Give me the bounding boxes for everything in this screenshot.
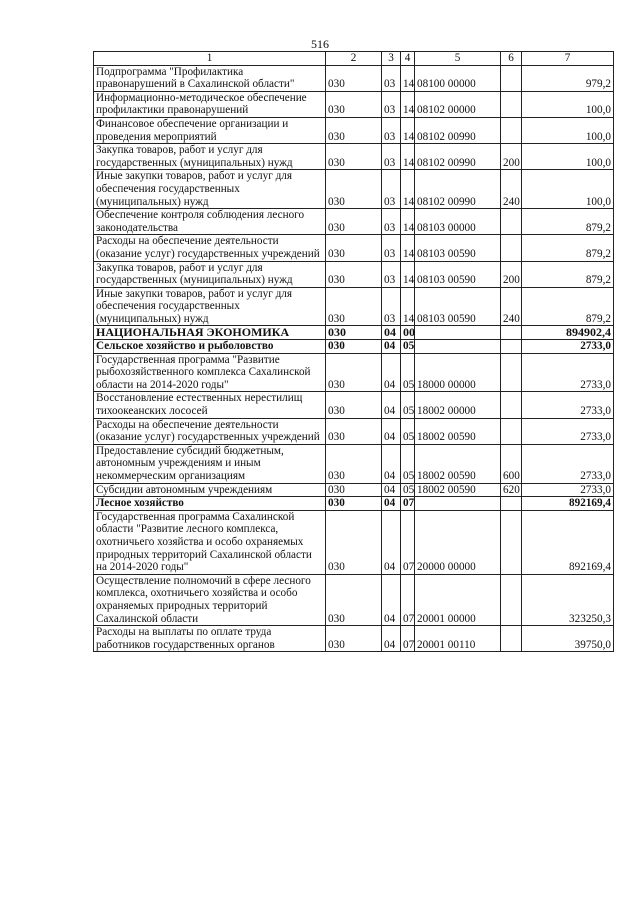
cell-col3: 03: [382, 235, 401, 261]
table-row: [94, 626, 614, 652]
cell-col6: 240: [501, 170, 522, 209]
cell-col7: 100,0: [522, 117, 614, 143]
cell-col3: 04: [382, 626, 401, 652]
cell-col6: 200: [501, 144, 522, 170]
cell-col7: 100,0: [522, 91, 614, 117]
cell-col4: 05: [401, 353, 415, 392]
cell-col3: 04: [382, 353, 401, 392]
cell-col3: 04: [382, 510, 401, 574]
cell-col3: 04: [382, 444, 401, 483]
cell-name: Сельское хозяйство и рыболовство: [94, 340, 326, 354]
cell-col3: 03: [382, 287, 401, 326]
cell-col2: 030: [326, 235, 382, 261]
cell-col5: 08103 00590: [415, 287, 501, 326]
table-row: [94, 574, 614, 625]
cell-col3: 04: [382, 574, 401, 625]
cell-col3: 03: [382, 261, 401, 287]
cell-col4: 14: [401, 261, 415, 287]
page-number: 516: [311, 37, 329, 51]
cell-col2: 030: [326, 117, 382, 143]
cell-col5: 20001 00000: [415, 574, 501, 625]
cell-col3: 03: [382, 170, 401, 209]
cell-col7: 39750,0: [522, 626, 614, 652]
cell-col6: [501, 117, 522, 143]
cell-col4: 05: [401, 340, 415, 354]
table-row: [94, 170, 614, 209]
table-row: [94, 235, 614, 261]
cell-col6: [501, 235, 522, 261]
cell-name: Восстановление естественных нерестилищ тихоокеанских лососей: [94, 392, 326, 418]
cell-col5: 18002 00590: [415, 444, 501, 483]
column-header-7: 7: [522, 52, 614, 66]
cell-name: Предоставление субсидий бюджетным, автономным учреждениям и иным некоммерческим организациям: [94, 444, 326, 483]
cell-col3: 04: [382, 483, 401, 497]
cell-name: Расходы на обеспечение деятельности (оказание услуг) государственных учреждений: [94, 418, 326, 444]
cell-col2: 030: [326, 444, 382, 483]
cell-name: Обеспечение контроля соблюдения лесного законодательства: [94, 209, 326, 235]
table-row: [94, 287, 614, 326]
table-header-row: [94, 52, 614, 66]
cell-col2: 030: [326, 574, 382, 625]
cell-col5: 20001 00110: [415, 626, 501, 652]
cell-col4: 07: [401, 497, 415, 511]
cell-col5: [415, 497, 501, 511]
cell-col3: 03: [382, 91, 401, 117]
cell-col6: [501, 91, 522, 117]
cell-col4: 14: [401, 144, 415, 170]
table-row: [94, 117, 614, 143]
column-header-6: 6: [501, 52, 522, 66]
cell-col7: 100,0: [522, 144, 614, 170]
cell-col7: 100,0: [522, 170, 614, 209]
cell-col6: [501, 209, 522, 235]
cell-col6: [501, 497, 522, 511]
column-header-5: 5: [415, 52, 501, 66]
cell-col5: 18002 00590: [415, 418, 501, 444]
table-row: [94, 326, 614, 340]
cell-col5: 08103 00590: [415, 261, 501, 287]
cell-col4: 14: [401, 65, 415, 91]
cell-col6: [501, 326, 522, 340]
cell-col2: 030: [326, 510, 382, 574]
column-header-1: 1: [94, 52, 326, 66]
cell-col7: 2733,0: [522, 392, 614, 418]
budget-table: [93, 51, 614, 652]
table-row: [94, 483, 614, 497]
column-header-2: 2: [326, 52, 382, 66]
cell-col6: [501, 340, 522, 354]
table-row: [94, 65, 614, 91]
cell-col7: 2733,0: [522, 340, 614, 354]
cell-col2: 030: [326, 626, 382, 652]
cell-col7: 2733,0: [522, 483, 614, 497]
cell-name: Субсидии автономным учреждениям: [94, 483, 326, 497]
cell-name: Расходы на обеспечение деятельности (оказание услуг) государственных учреждений: [94, 235, 326, 261]
cell-col5: 18000 00000: [415, 353, 501, 392]
cell-col7: 879,2: [522, 261, 614, 287]
cell-col2: 030: [326, 287, 382, 326]
cell-col3: 04: [382, 340, 401, 354]
cell-name: Информационно-методическое обеспечение профилактики правонарушений: [94, 91, 326, 117]
cell-col4: 14: [401, 117, 415, 143]
cell-name: Закупка товаров, работ и услуг для государственных (муниципальных) нужд: [94, 261, 326, 287]
cell-col4: 14: [401, 235, 415, 261]
table-row: [94, 353, 614, 392]
column-header-4: 4: [401, 52, 415, 66]
cell-col7: 879,2: [522, 209, 614, 235]
cell-name: Государственная программа "Развитие рыбохозяйственного комплекса Сахалинской области на 2014-2020 годы": [94, 353, 326, 392]
cell-col2: 030: [326, 392, 382, 418]
cell-col5: 18002 00590: [415, 483, 501, 497]
cell-col5: 20000 00000: [415, 510, 501, 574]
cell-col6: [501, 574, 522, 625]
cell-col2: 030: [326, 144, 382, 170]
cell-col6: 240: [501, 287, 522, 326]
table-row: [94, 340, 614, 354]
cell-name: Расходы на выплаты по оплате труда работников государственных органов: [94, 626, 326, 652]
cell-col4: 05: [401, 483, 415, 497]
cell-name: Финансовое обеспечение организации и проведения мероприятий: [94, 117, 326, 143]
cell-col4: 07: [401, 510, 415, 574]
cell-col4: 05: [401, 392, 415, 418]
cell-name: Подпрограмма "Профилактика правонарушений в Сахалинской области": [94, 65, 326, 91]
cell-name: Лесное хозяйство: [94, 497, 326, 511]
table-row: [94, 209, 614, 235]
cell-col2: 030: [326, 483, 382, 497]
cell-name: Закупка товаров, работ и услуг для государственных (муниципальных) нужд: [94, 144, 326, 170]
cell-col2: 030: [326, 91, 382, 117]
cell-col3: 03: [382, 65, 401, 91]
cell-col6: [501, 65, 522, 91]
cell-col4: 14: [401, 209, 415, 235]
cell-col4: 14: [401, 91, 415, 117]
table-row: [94, 418, 614, 444]
table-body: [94, 65, 614, 652]
cell-col7: 892169,4: [522, 510, 614, 574]
cell-col5: 08103 00590: [415, 235, 501, 261]
cell-col3: 03: [382, 209, 401, 235]
cell-col3: 04: [382, 392, 401, 418]
cell-col6: [501, 392, 522, 418]
table-row: [94, 392, 614, 418]
cell-col4: 00: [401, 326, 415, 340]
cell-name: Осуществление полномочий в сфере лесного комплекса, охотничьего хозяйства и особо охраняемых природных территорий Сахалинской области: [94, 574, 326, 625]
cell-col6: 600: [501, 444, 522, 483]
cell-col2: 030: [326, 326, 382, 340]
cell-col4: 05: [401, 418, 415, 444]
cell-col5: 18002 00000: [415, 392, 501, 418]
cell-col4: 14: [401, 170, 415, 209]
cell-col6: [501, 510, 522, 574]
cell-col4: 07: [401, 626, 415, 652]
cell-col2: 030: [326, 353, 382, 392]
cell-col5: 08102 00990: [415, 144, 501, 170]
table-row: [94, 261, 614, 287]
cell-col2: 030: [326, 209, 382, 235]
table-row: [94, 497, 614, 511]
cell-col5: 08102 00000: [415, 91, 501, 117]
cell-col2: 030: [326, 261, 382, 287]
cell-col7: 979,2: [522, 65, 614, 91]
cell-col2: 030: [326, 418, 382, 444]
cell-col7: 879,2: [522, 287, 614, 326]
cell-col6: [501, 626, 522, 652]
cell-col7: 879,2: [522, 235, 614, 261]
cell-col3: 03: [382, 144, 401, 170]
cell-col5: 08103 00000: [415, 209, 501, 235]
cell-name: Государственная программа Сахалинской области "Развитие лесного комплекса, охотничьего хозяйства и особо охраняемых природных территорий Сахалинской области на 2014-2020 годы": [94, 510, 326, 574]
cell-col3: 04: [382, 418, 401, 444]
cell-col3: 04: [382, 497, 401, 511]
cell-col3: 03: [382, 117, 401, 143]
column-header-3: 3: [382, 52, 401, 66]
cell-col7: 2733,0: [522, 418, 614, 444]
cell-col7: 2733,0: [522, 353, 614, 392]
cell-col6: [501, 418, 522, 444]
cell-col2: 030: [326, 497, 382, 511]
cell-col6: 200: [501, 261, 522, 287]
cell-col6: 620: [501, 483, 522, 497]
cell-col5: [415, 340, 501, 354]
cell-col5: 08100 00000: [415, 65, 501, 91]
cell-col7: 894902,4: [522, 326, 614, 340]
cell-col7: 323250,3: [522, 574, 614, 625]
cell-col5: 08102 00990: [415, 117, 501, 143]
cell-col7: 2733,0: [522, 444, 614, 483]
cell-col4: 14: [401, 287, 415, 326]
table-row: [94, 444, 614, 483]
cell-col2: 030: [326, 65, 382, 91]
cell-col5: [415, 326, 501, 340]
cell-col3: 04: [382, 326, 401, 340]
table-row: [94, 144, 614, 170]
cell-col7: 892169,4: [522, 497, 614, 511]
cell-col2: 030: [326, 170, 382, 209]
cell-col4: 05: [401, 444, 415, 483]
cell-name: Иные закупки товаров, работ и услуг для обеспечения государственных (муниципальных) нужд: [94, 287, 326, 326]
cell-col2: 030: [326, 340, 382, 354]
table-row: [94, 91, 614, 117]
cell-name: Иные закупки товаров, работ и услуг для обеспечения государственных (муниципальных) нужд: [94, 170, 326, 209]
table-row: [94, 510, 614, 574]
cell-name: НАЦИОНАЛЬНАЯ ЭКОНОМИКА: [94, 326, 326, 340]
cell-col5: 08102 00990: [415, 170, 501, 209]
cell-col4: 07: [401, 574, 415, 625]
cell-col6: [501, 353, 522, 392]
